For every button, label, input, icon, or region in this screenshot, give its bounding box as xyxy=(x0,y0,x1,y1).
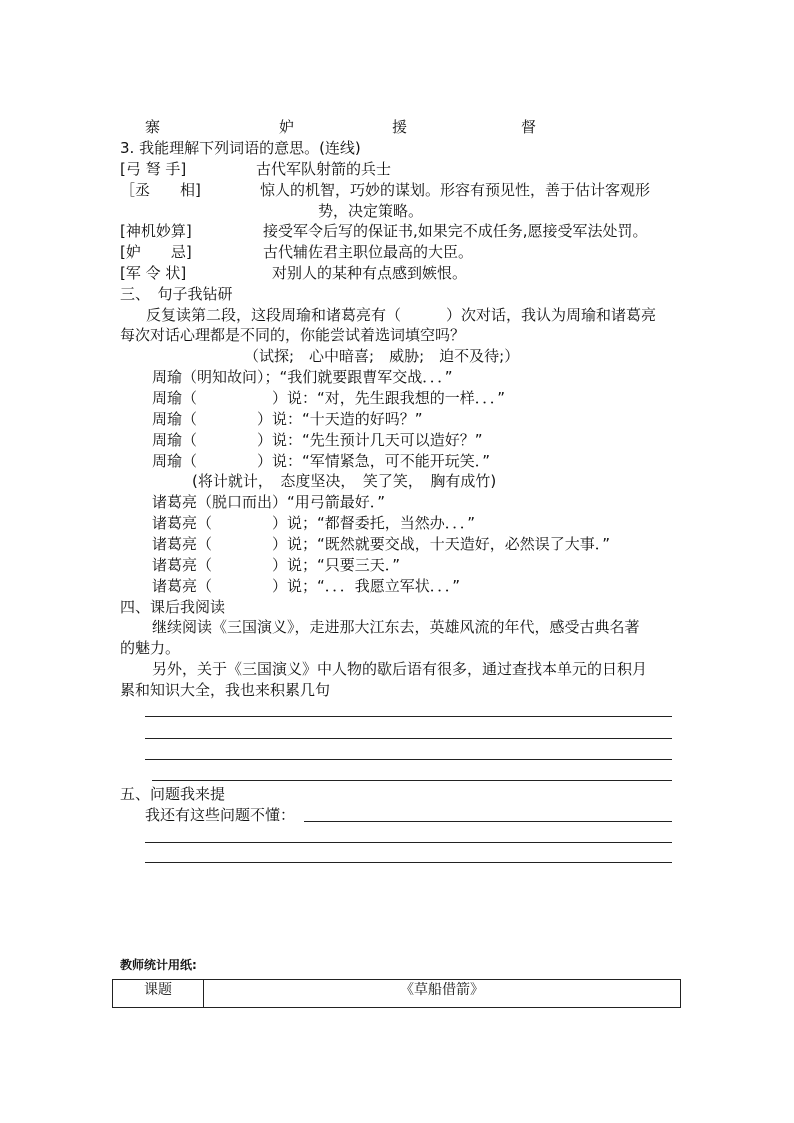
char-2: 妒 xyxy=(279,118,295,136)
section3-heading: 三、 句子我钻研 xyxy=(120,285,233,303)
vocab-right-5: 对别人的某种有点感到嫉恨。 xyxy=(272,264,468,282)
vocab-right-1: 古代军队射箭的兵士 xyxy=(256,160,392,178)
section4-para1-a: 继续阅读《三国演义》，走进那大江东去，英雄风流的年代，感受古典名著 xyxy=(152,618,640,636)
vocab-right-2: 惊人的机智，巧妙的谋划。形容有预见性，善于估计客观形 xyxy=(260,181,651,199)
zhuge-line-1: 诸葛亮（脱口而出）“用弓箭最好．” xyxy=(152,493,386,511)
vocab-right-2b: 势，决定策略。 xyxy=(318,202,424,220)
section3-intro-1: 反复读第二段，这段周瑜和诸葛亮有（ ）次对话，我认为周瑜和诸葛亮 xyxy=(146,306,657,324)
section4-para1-b: 的魅力。 xyxy=(120,639,181,657)
zhouyu-line-4: 周瑜（ ）说：“先生预计几天可以造好？” xyxy=(152,431,483,449)
section3-question: 3. 我能理解下列词语的意思。(连线) xyxy=(120,139,361,157)
answer-line-1[interactable] xyxy=(145,716,672,717)
char-3: 援 xyxy=(392,118,408,136)
zhuge-line-4: 诸葛亮（ ）说；“只要三天．” xyxy=(152,556,401,574)
vocab-left-1: [弓 弩 手] xyxy=(120,160,187,178)
zhouyu-line-3: 周瑜（ ）说：“十天造的好吗？” xyxy=(152,410,423,428)
answer-line-2[interactable] xyxy=(145,738,672,739)
section4-para2-b: 累和知识大全，我也来积累几句 xyxy=(120,681,331,699)
teacher-stat-label: 教师统计用纸: xyxy=(120,958,197,972)
section3-intro-2: 每次对话心理都是不同的，你能尝试着选词填空吗？ xyxy=(120,326,466,344)
zhuge-line-3: 诸葛亮（ ）说；“既然就要交战，十天造好，必然误了大事．” xyxy=(152,535,611,553)
vocab-right-4: 古代辅佐君主职位最高的大臣。 xyxy=(263,243,474,261)
zhouyu-line-2: 周瑜（ ）说：“对，先生跟我想的一样．．．” xyxy=(152,389,506,407)
choices-zhouyu: （试探; 心中暗喜; 威胁; 迫不及待;） xyxy=(244,347,520,365)
zhouyu-line-1: 周瑜（明知故问）；“我们就要跟曹军交战．．．” xyxy=(152,368,453,386)
answer-line-3[interactable] xyxy=(145,759,672,760)
section4-heading: 四、课后我阅读 xyxy=(120,598,226,616)
topic-label-cell: 课题 xyxy=(113,980,204,1008)
question-line-1[interactable] xyxy=(304,821,672,822)
zhuge-line-2: 诸葛亮（ ）说；“都督委托，当然办．．．” xyxy=(152,514,476,532)
section4-para2-a: 另外，关于《三国演义》中人物的歇后语有很多，通过查找本单元的日积月 xyxy=(152,660,648,678)
section5-prompt: 我还有这些问题不懂： xyxy=(145,806,296,824)
vocab-left-4: [妒 忌] xyxy=(120,243,192,261)
section5-heading: 五、问题我来提 xyxy=(120,785,226,803)
vocab-left-3: [神机妙算] xyxy=(120,222,192,240)
vocab-left-2: ［丞 相] xyxy=(120,181,201,199)
zhuge-line-5: 诸葛亮（ ）说；“．．．我愿立军状．．．” xyxy=(152,577,461,595)
question-line-2[interactable] xyxy=(145,842,672,843)
char-1: 寨 xyxy=(145,118,161,136)
vocab-right-3: 接受军令后写的保证书,如果完不成任务,愿接受军法处罚。 xyxy=(263,222,648,240)
zhouyu-line-5: 周瑜（ ）说：“军情紧急，可不能开玩笑．” xyxy=(152,452,491,470)
question-line-3[interactable] xyxy=(145,862,672,863)
teacher-stat-table xyxy=(112,979,681,1008)
topic-value-cell: 《草船借箭》 xyxy=(204,980,681,1008)
answer-line-4[interactable] xyxy=(152,780,672,781)
char-4: 督 xyxy=(521,118,537,136)
vocab-left-5: [军 令 状] xyxy=(120,264,187,282)
choices-zhuge: (将计就计， 态度坚决， 笑了笑， 胸有成竹) xyxy=(192,472,497,490)
